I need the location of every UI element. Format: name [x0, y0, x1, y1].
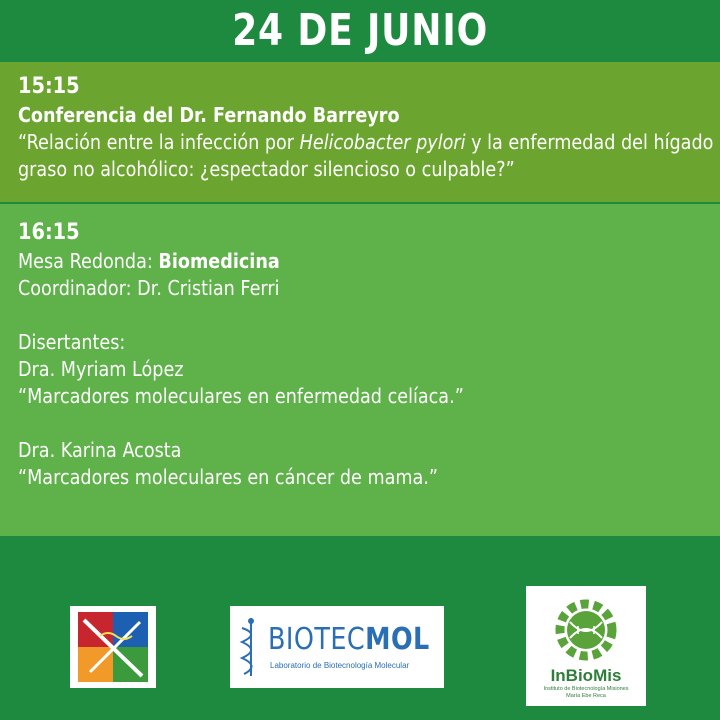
inbiomis-subtitle-2: María Ebe Reca	[566, 693, 606, 699]
faculty-logo-icon	[70, 606, 156, 688]
session-1-time: 15:15	[18, 74, 80, 99]
session-1-talk-line-2: graso no alcohólico: ¿espectador silencioso o culpable?”	[18, 157, 515, 181]
inbiomis-subtitle	[526, 686, 646, 700]
caduceus-icon	[236, 616, 266, 678]
coordinator: Coordinador: Dr. Cristian Ferri	[18, 276, 280, 300]
talk-text-pre: “Relación entre la infección por	[18, 130, 300, 154]
session-2-content	[18, 218, 634, 491]
biotecmol-suffix: MOL	[365, 622, 430, 657]
talk-text-italic: Helicobacter pylori	[299, 130, 466, 154]
biotecmol-wordmark	[268, 622, 430, 657]
speaker-1-talk: “Marcadores moleculares en enfermedad celíaca.”	[18, 384, 464, 408]
gear-dna-icon	[548, 592, 624, 666]
session-1-talk-line-1	[18, 129, 714, 156]
session-block-1	[0, 62, 720, 202]
page-title: 24 DE JUNIO	[232, 4, 488, 56]
speaker-2-name: Dra. Karina Acosta	[18, 438, 182, 462]
header	[0, 0, 720, 60]
inbiomis-logo	[526, 586, 646, 706]
faculty-logo	[70, 606, 156, 688]
session-1-content	[18, 72, 714, 183]
biotecmol-prefix: BIOTEC	[268, 622, 366, 657]
session-block-2	[0, 204, 720, 536]
round-table-line	[18, 248, 634, 275]
biotecmol-logo	[230, 606, 444, 688]
biotecmol-subtitle: Laboratorio de Biotecnología Molecular	[270, 661, 410, 670]
speaker-2-talk: “Marcadores moleculares en cáncer de mama.”	[18, 465, 439, 489]
speaker-1-name: Dra. Myriam López	[18, 357, 184, 381]
inbiomis-subtitle-1: Instituto de Biotecnología Misiones	[543, 686, 629, 692]
round-table-topic: Biomedicina	[158, 249, 280, 273]
talk-text-post: y la enfermedad del hígado	[465, 130, 714, 154]
session-1-speaker: Conferencia del Dr. Fernando Barreyro	[18, 103, 400, 127]
inbiomis-wordmark: InBioMis	[550, 666, 622, 685]
round-table-prefix: Mesa Redonda:	[18, 249, 159, 273]
speakers-heading: Disertantes:	[18, 330, 126, 354]
logos-footer	[0, 536, 720, 720]
session-2-time: 16:15	[18, 220, 80, 245]
